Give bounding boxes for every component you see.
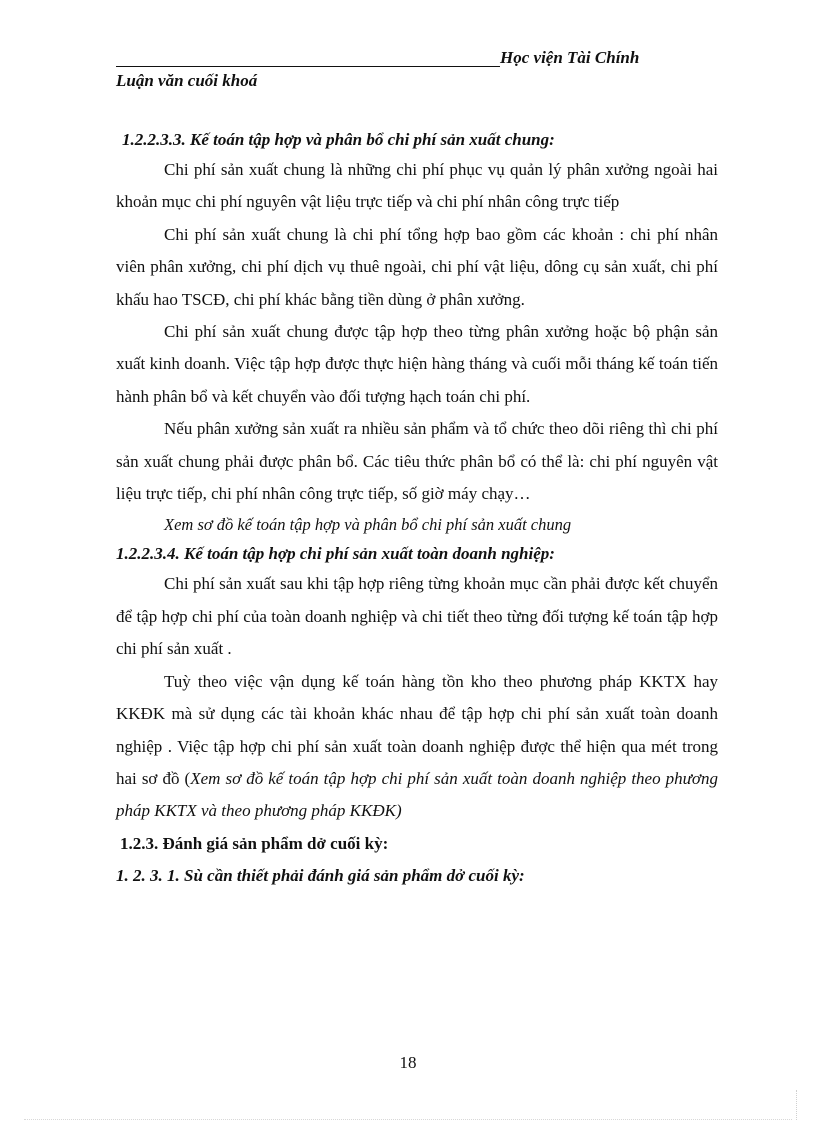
diagram-reference-inline: Xem sơ đồ kế toán tập hợp chi phí sản xuất toàn doanh nghiệp theo phương pháp KKTX và theo phương pháp KKĐK) — [116, 768, 718, 821]
right-dotted-border — [796, 1090, 797, 1120]
section-heading-1-2-2-3-3: 1.2.2.3.3. Kế toán tập hợp và phân bổ chi phí sản xuất chung: — [122, 130, 555, 149]
header-rule — [116, 66, 500, 67]
header-institution: Học viện Tài Chính — [500, 48, 640, 67]
bottom-dotted-border — [24, 1119, 792, 1120]
section-heading-1-2-3-1: 1. 2. 3. 1. Sù cần thiết phải đánh giá sản phẩm dở cuối kỳ: — [116, 865, 525, 885]
diagram-reference-note: Xem sơ đồ kế toán tập hợp và phân bổ chi phí sản xuất chung — [164, 515, 572, 535]
paragraph: Chi phí sản xuất sau khi tập hợp riêng từng khoản mục cần phải được kết chuyển để tập hợp chi phí của toàn doanh nghiệp và chi tiết theo từng đối tượng kế toán tập hợp chi phí sản xuất . — [116, 574, 718, 659]
section-heading-1-2-3: 1.2.3. Đánh giá sản phẩm dở cuối kỳ: — [120, 833, 389, 853]
page-number: 18 — [399, 1053, 417, 1072]
paragraph: Chi phí sản xuất chung được tập hợp theo từng phân xưởng hoặc bộ phận sản xuất kinh doanh. Việc tập hợp được thực hiện hàng tháng và cuối mỗi tháng kế toán tiến hành phân bổ và kết chuyển vào đối tượng hạch toán chi phí. — [116, 322, 718, 406]
header-doc-type: Luận văn cuối khoá — [116, 71, 258, 90]
paragraph: Chi phí sản xuất chung là những chi phí phục vụ quản lý phân xưởng ngoài hai khoản mục chi phí nguyên vật liệu trực tiếp và chi phí nhân công trực tiếp — [116, 160, 718, 212]
paragraph — [116, 666, 718, 828]
paragraph: Nếu phân xưởng sản xuất ra nhiều sản phẩm và tổ chức theo dõi riêng thì chi phí sản xuất chung phải được phân bổ. Các tiêu thức phân bổ có thể là: chi phí nguyên vật liệu trực tiếp, chi phí nhân công trực tiếp, số giờ máy chạy… — [116, 419, 718, 504]
section-heading-1-2-2-3-4: 1.2.2.3.4. Kế toán tập hợp chi phí sản xuất toàn doanh nghiệp: — [116, 544, 555, 564]
paragraph: Chi phí sản xuất chung là chi phí tổng hợp bao gồm các khoản : chi phí nhân viên phân xưởng, chi phí dịch vụ thuê ngoài, chi phí vật liệu, dông cụ sản xuất, chi phí khấu hao TSCĐ, chi phí khác bằng tiền dùng ở phân xưởng. — [116, 224, 718, 309]
paragraph-text: Tuỳ theo việc vận dụng kế toán hàng tồn kho theo phương pháp KKTX hay KKĐK mà sử dụng các tài khoản khác nhau để tập hợp chi phí sản xuất toàn doanh nghiệp . Việc tập hợp chi phí sản xuất toàn doanh nghiệp được thể hiện qua mét trong hai sơ đồ ( — [116, 671, 718, 788]
page-body — [116, 126, 718, 890]
